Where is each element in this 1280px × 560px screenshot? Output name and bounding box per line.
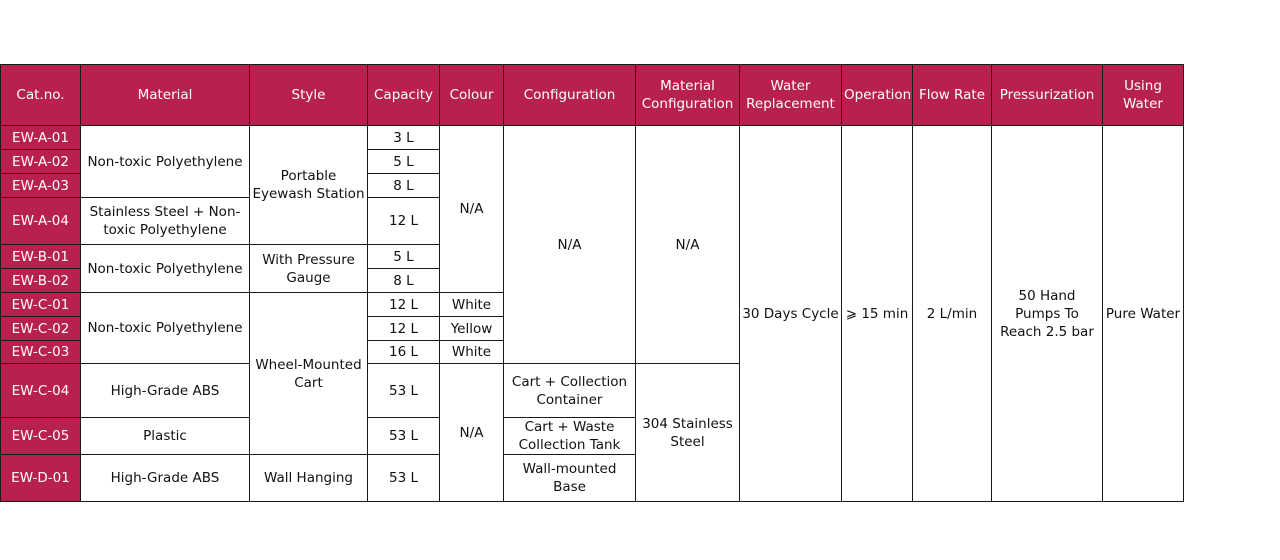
water-replacement-cell: 30 Days Cycle — [740, 126, 842, 502]
colour-cell: N/A — [440, 364, 504, 502]
capacity-cell: 12 L — [368, 317, 440, 341]
style-cell: Portable Eyewash Station — [250, 126, 368, 245]
style-cell: With Pressure Gauge — [250, 245, 368, 293]
cat-no-cell: EW-D-01 — [1, 455, 81, 502]
material-configuration-cell: 304 Stainless Steel — [636, 364, 740, 502]
material-cell: High-Grade ABS — [81, 455, 250, 502]
table-row — [1, 126, 1184, 150]
product-spec-table — [0, 64, 1184, 502]
cat-no-cell: EW-C-04 — [1, 364, 81, 418]
header-configuration: Configuration — [504, 65, 636, 126]
material-cell: Non-toxic Polyethylene — [81, 293, 250, 364]
material-cell: High-Grade ABS — [81, 364, 250, 418]
operation-cell: ⩾ 15 min — [842, 126, 913, 502]
capacity-cell: 5 L — [368, 245, 440, 269]
configuration-cell: Cart + Collection Container — [504, 364, 636, 418]
header-using-water: Using Water — [1103, 65, 1184, 126]
capacity-cell: 12 L — [368, 198, 440, 245]
cat-no-cell: EW-C-03 — [1, 341, 81, 364]
cat-no-cell: EW-A-04 — [1, 198, 81, 245]
header-capacity: Capacity — [368, 65, 440, 126]
cat-no-cell: EW-A-01 — [1, 126, 81, 150]
style-cell: Wall Hanging — [250, 455, 368, 502]
header-colour: Colour — [440, 65, 504, 126]
colour-cell: Yellow — [440, 317, 504, 341]
cat-no-cell: EW-A-02 — [1, 150, 81, 174]
material-cell: Non-toxic Polyethylene — [81, 126, 250, 198]
cat-no-cell: EW-C-01 — [1, 293, 81, 317]
header-material: Material — [81, 65, 250, 126]
capacity-cell: 3 L — [368, 126, 440, 150]
header-pressurization: Pressurization — [992, 65, 1103, 126]
colour-cell: N/A — [440, 126, 504, 293]
header-row — [1, 65, 1184, 126]
cat-no-cell: EW-B-02 — [1, 269, 81, 293]
cat-no-cell: EW-C-02 — [1, 317, 81, 341]
material-configuration-cell: N/A — [636, 126, 740, 364]
header-style: Style — [250, 65, 368, 126]
configuration-cell: Wall-mounted Base — [504, 455, 636, 502]
configuration-cell: N/A — [504, 126, 636, 364]
configuration-cell: Cart + Waste Collection Tank — [504, 418, 636, 455]
header-flow-rate: Flow Rate — [913, 65, 992, 126]
capacity-cell: 12 L — [368, 293, 440, 317]
cat-no-cell: EW-C-05 — [1, 418, 81, 455]
colour-cell: White — [440, 293, 504, 317]
header-material-configuration: Material Configuration — [636, 65, 740, 126]
material-cell: Stainless Steel + Non-toxic Polyethylene — [81, 198, 250, 245]
colour-cell: White — [440, 341, 504, 364]
material-cell: Plastic — [81, 418, 250, 455]
material-cell: Non-toxic Polyethylene — [81, 245, 250, 293]
flow-rate-cell: 2 L/min — [913, 126, 992, 502]
capacity-cell: 53 L — [368, 418, 440, 455]
capacity-cell: 16 L — [368, 341, 440, 364]
capacity-cell: 53 L — [368, 455, 440, 502]
capacity-cell: 8 L — [368, 174, 440, 198]
style-cell: Wheel-Mounted Cart — [250, 293, 368, 455]
cat-no-cell: EW-A-03 — [1, 174, 81, 198]
header-water-replacement: Water Replacement — [740, 65, 842, 126]
using-water-cell: Pure Water — [1103, 126, 1184, 502]
capacity-cell: 8 L — [368, 269, 440, 293]
header-operation: Operation — [842, 65, 913, 126]
capacity-cell: 5 L — [368, 150, 440, 174]
pressurization-cell: 50 Hand Pumps To Reach 2.5 bar — [992, 126, 1103, 502]
capacity-cell: 53 L — [368, 364, 440, 418]
cat-no-cell: EW-B-01 — [1, 245, 81, 269]
header-catno: Cat.no. — [1, 65, 81, 126]
